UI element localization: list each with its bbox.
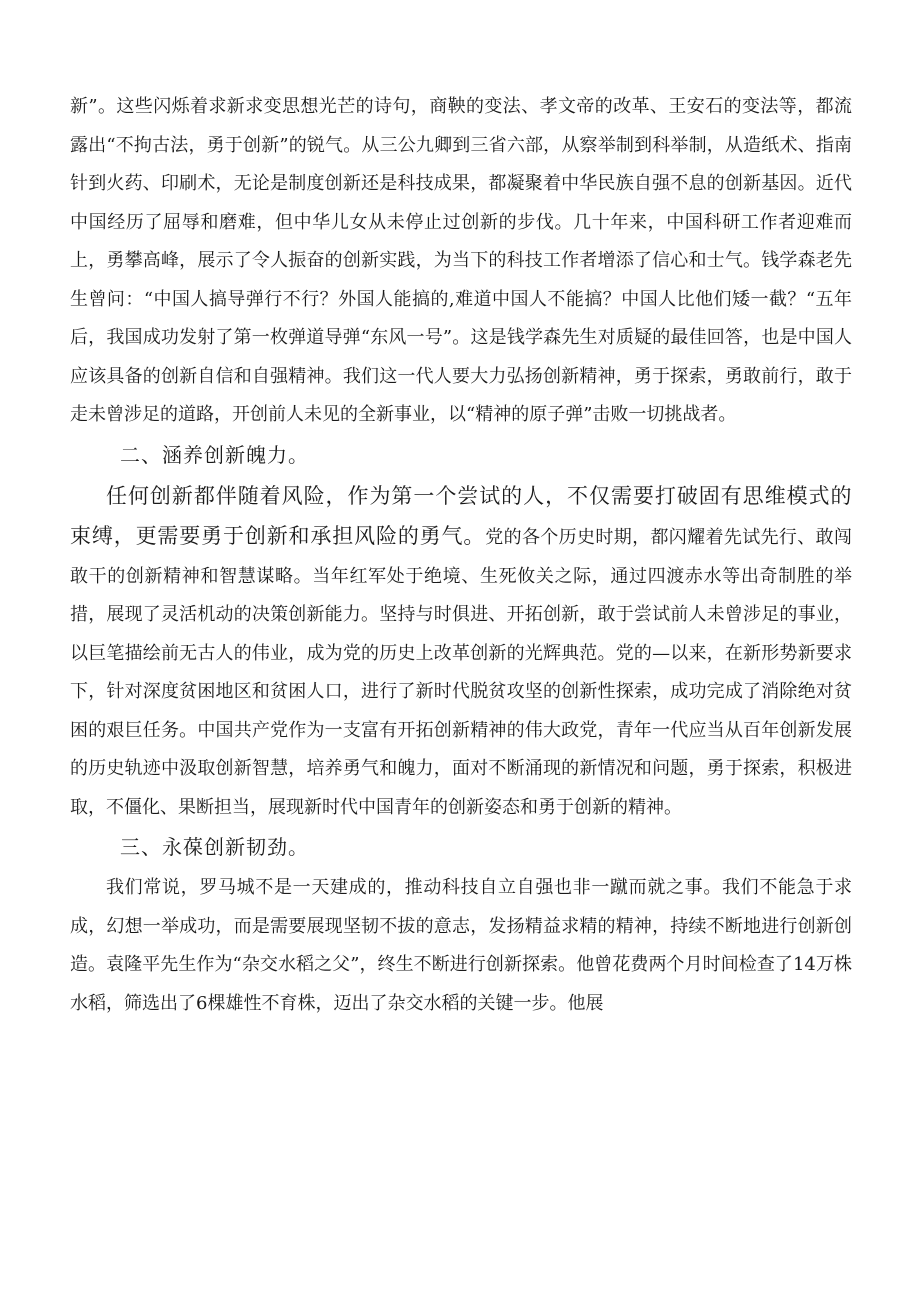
document-body <box>70 88 852 1023</box>
section-heading-3: 三、永葆创新韧劲。 <box>120 835 309 859</box>
paragraph-2 <box>70 477 852 828</box>
section-heading-2: 二、涵养创新魄力。 <box>120 442 309 467</box>
paragraph-3: 我们常说，罗马城不是一天建成的，推动科技自立自强也非一蹴而就之事。我们不能急于求成，幻想一举成功，而是需要展现坚韧不拔的意志，发扬精益求精的精神，持续不断地进行创新创造。袁隆平先生作为“杂交水稻之父”，终生不断进行创新探索。他曾花费两个月时间检查了14万株水稻，筛选出了6棵雄性不育株，迈出了杂交水稻的关键一步。他展 <box>70 877 852 1014</box>
paragraph-2-rest: 党的各个历史时期，都闪耀着先试先行、敢闯敢干的创新精神和智慧谋略。当年红军处于绝境、生死攸关之际，通过四渡赤水等出奇制胜的举措，展现了灵活机动的决策创新能力。坚持与时俱进、开拓创新，敢于尝试前人未曾涉足的事业，以巨笔描绘前无古人的伟业，成为党的历史上改革创新的光辉典范。党的—以来，在新形势新要求下，针对深度贫困地区和贫困人口，进行了新时代脱贫攻坚的创新性探索，成功完成了消除绝对贫困的艰巨任务。中国共产党作为一支富有开拓创新精神的伟大政党，青年一代应当从百年创新发展的历史轨迹中汲取创新智慧，培养勇气和魄力，面对不断涌现的新情况和问题，勇于探索，积极进取，不僵化、果断担当，展现新时代中国青年的创新姿态和勇于创新的精神。 <box>70 527 852 818</box>
paragraph-1: 新”。这些闪烁着求新求变思想光芒的诗句，商鞅的变法、孝文帝的改革、王安石的变法等，都流露出“不拘古法，勇于创新”的锐气。从三公九卿到三省六部，从察举制到科举制，从造纸术、指南针到火药、印刷术，无论是制度创新还是科技成果，都凝聚着中华民族自强不息的创新基因。近代中国经历了屈辱和磨难，但中华儿女从未停止过创新的步伐。几十年来，中国科研工作者迎难而上，勇攀高峰，展示了令人振奋的创新实践，为当下的科技工作者增添了信心和士气。钱学森老先生曾问：“中国人搞导弹行不行？外国人能搞的,难道中国人不能搞？中国人比他们矮一截？“五年后，我国成功发射了第一枚弹道导弹“东风一号”。这是钱学森先生对质疑的最佳回答，也是中国人应该具备的创新自信和自强精神。我们这一代人要大力弘扬创新精神，勇于探索，勇敢前行，敢于走未曾涉足的道路，开创前人未见的全新事业，以“精神的原子弹”击败一切挑战者。 <box>70 96 852 425</box>
paragraph-2-lead: 任何创新都伴随着风险，作为第一个尝试的人，不仅需要打破固有思维模式的束缚，更需要勇于创新和承担风险的勇气。 <box>70 483 852 548</box>
